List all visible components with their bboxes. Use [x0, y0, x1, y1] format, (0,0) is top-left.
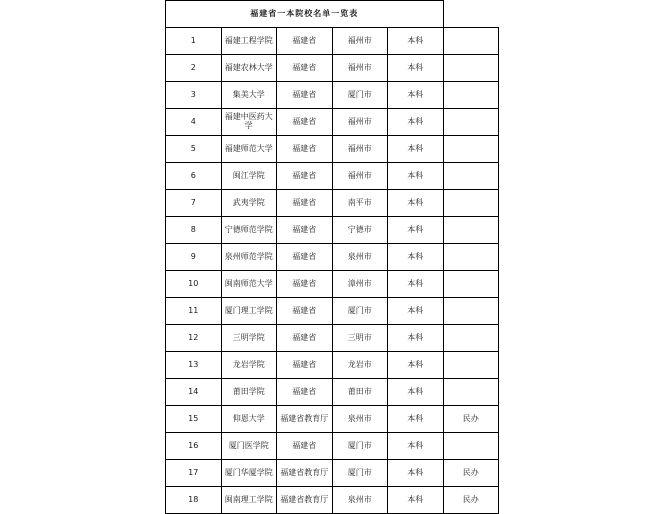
cell-index: 10 [166, 271, 222, 298]
cell-authority: 福建省 [277, 352, 333, 379]
cell-city: 三明市 [332, 325, 388, 352]
cell-city: 龙岩市 [332, 352, 388, 379]
cell-index: 14 [166, 379, 222, 406]
cell-school-name: 仰恩大学 [221, 406, 277, 433]
cell-note [443, 298, 499, 325]
cell-index: 1 [166, 28, 222, 55]
cell-note [443, 28, 499, 55]
cell-school-name: 福建中医药大学 [221, 109, 277, 136]
cell-authority: 福建省教育厅 [277, 460, 333, 487]
cell-level: 本科 [388, 136, 444, 163]
cell-school-name: 厦门医学院 [221, 433, 277, 460]
table-row [166, 55, 499, 82]
cell-index: 15 [166, 406, 222, 433]
cell-school-name: 莆田学院 [221, 379, 277, 406]
cell-index: 5 [166, 136, 222, 163]
cell-note [443, 136, 499, 163]
cell-city: 福州市 [332, 28, 388, 55]
table-row [166, 271, 499, 298]
cell-school-name: 龙岩学院 [221, 352, 277, 379]
cell-index: 16 [166, 433, 222, 460]
cell-index: 13 [166, 352, 222, 379]
cell-index: 17 [166, 460, 222, 487]
cell-level: 本科 [388, 433, 444, 460]
cell-note: 民办 [443, 406, 499, 433]
cell-note [443, 82, 499, 109]
cell-level: 本科 [388, 325, 444, 352]
cell-school-name: 闽江学院 [221, 163, 277, 190]
table-row [166, 433, 499, 460]
cell-level: 本科 [388, 244, 444, 271]
cell-level: 本科 [388, 28, 444, 55]
table-title-row [166, 1, 499, 28]
cell-index: 11 [166, 298, 222, 325]
cell-authority: 福建省 [277, 136, 333, 163]
table-row [166, 244, 499, 271]
table-row [166, 406, 499, 433]
cell-level: 本科 [388, 55, 444, 82]
cell-index: 3 [166, 82, 222, 109]
cell-authority: 福建省 [277, 379, 333, 406]
cell-authority: 福建省 [277, 244, 333, 271]
cell-index: 8 [166, 217, 222, 244]
cell-note [443, 379, 499, 406]
cell-index: 4 [166, 109, 222, 136]
cell-authority: 福建省 [277, 28, 333, 55]
table-row [166, 379, 499, 406]
cell-school-name: 福建师范大学 [221, 136, 277, 163]
cell-school-name: 福建农林大学 [221, 55, 277, 82]
cell-note [443, 244, 499, 271]
cell-authority: 福建省教育厅 [277, 487, 333, 514]
cell-city: 厦门市 [332, 298, 388, 325]
table-row [166, 163, 499, 190]
cell-level: 本科 [388, 298, 444, 325]
cell-index: 2 [166, 55, 222, 82]
cell-note [443, 190, 499, 217]
table-row [166, 190, 499, 217]
cell-authority: 福建省 [277, 298, 333, 325]
table-row [166, 82, 499, 109]
cell-level: 本科 [388, 217, 444, 244]
cell-school-name: 闽南师范大学 [221, 271, 277, 298]
cell-level: 本科 [388, 406, 444, 433]
cell-index: 18 [166, 487, 222, 514]
college-list-table [165, 0, 499, 514]
cell-city: 福州市 [332, 55, 388, 82]
cell-level: 本科 [388, 190, 444, 217]
cell-school-name: 宁德师范学院 [221, 217, 277, 244]
cell-level: 本科 [388, 109, 444, 136]
cell-note: 民办 [443, 487, 499, 514]
cell-city: 厦门市 [332, 460, 388, 487]
cell-level: 本科 [388, 271, 444, 298]
cell-authority: 福建省 [277, 325, 333, 352]
cell-school-name: 集美大学 [221, 82, 277, 109]
cell-school-name: 闽南理工学院 [221, 487, 277, 514]
cell-level: 本科 [388, 82, 444, 109]
cell-city: 福州市 [332, 109, 388, 136]
cell-level: 本科 [388, 352, 444, 379]
cell-city: 莆田市 [332, 379, 388, 406]
cell-school-name: 厦门华厦学院 [221, 460, 277, 487]
cell-authority: 福建省 [277, 217, 333, 244]
cell-authority: 福建省 [277, 163, 333, 190]
document-title: 福建省一本院校名单一览表 [166, 1, 444, 28]
table-row [166, 28, 499, 55]
cell-authority: 福建省 [277, 82, 333, 109]
cell-authority: 福建省 [277, 271, 333, 298]
table-row [166, 298, 499, 325]
cell-note: 民办 [443, 460, 499, 487]
cell-school-name: 泉州师范学院 [221, 244, 277, 271]
cell-index: 12 [166, 325, 222, 352]
cell-school-name: 福建工程学院 [221, 28, 277, 55]
title-spacer-cell [443, 1, 499, 28]
cell-level: 本科 [388, 163, 444, 190]
cell-city: 宁德市 [332, 217, 388, 244]
cell-note [443, 163, 499, 190]
cell-authority: 福建省 [277, 190, 333, 217]
table-row [166, 487, 499, 514]
cell-school-name: 武夷学院 [221, 190, 277, 217]
cell-city: 泉州市 [332, 406, 388, 433]
cell-level: 本科 [388, 487, 444, 514]
cell-note [443, 109, 499, 136]
cell-authority: 福建省 [277, 55, 333, 82]
cell-city: 泉州市 [332, 487, 388, 514]
cell-city: 福州市 [332, 163, 388, 190]
cell-index: 7 [166, 190, 222, 217]
cell-index: 6 [166, 163, 222, 190]
cell-level: 本科 [388, 460, 444, 487]
cell-city: 南平市 [332, 190, 388, 217]
cell-city: 厦门市 [332, 82, 388, 109]
cell-note [443, 352, 499, 379]
cell-index: 9 [166, 244, 222, 271]
table-row [166, 325, 499, 352]
table-row [166, 217, 499, 244]
cell-note [443, 217, 499, 244]
table-row [166, 460, 499, 487]
table-container [165, 0, 499, 514]
cell-city: 福州市 [332, 136, 388, 163]
cell-city: 厦门市 [332, 433, 388, 460]
cell-authority: 福建省 [277, 433, 333, 460]
table-row [166, 352, 499, 379]
cell-authority: 福建省教育厅 [277, 406, 333, 433]
table-body [166, 1, 499, 514]
cell-note [443, 271, 499, 298]
cell-school-name: 厦门理工学院 [221, 298, 277, 325]
cell-note [443, 55, 499, 82]
cell-note [443, 433, 499, 460]
cell-city: 漳州市 [332, 271, 388, 298]
cell-school-name: 三明学院 [221, 325, 277, 352]
cell-authority: 福建省 [277, 109, 333, 136]
cell-note [443, 325, 499, 352]
table-row [166, 136, 499, 163]
cell-city: 泉州市 [332, 244, 388, 271]
cell-level: 本科 [388, 379, 444, 406]
table-row [166, 109, 499, 136]
